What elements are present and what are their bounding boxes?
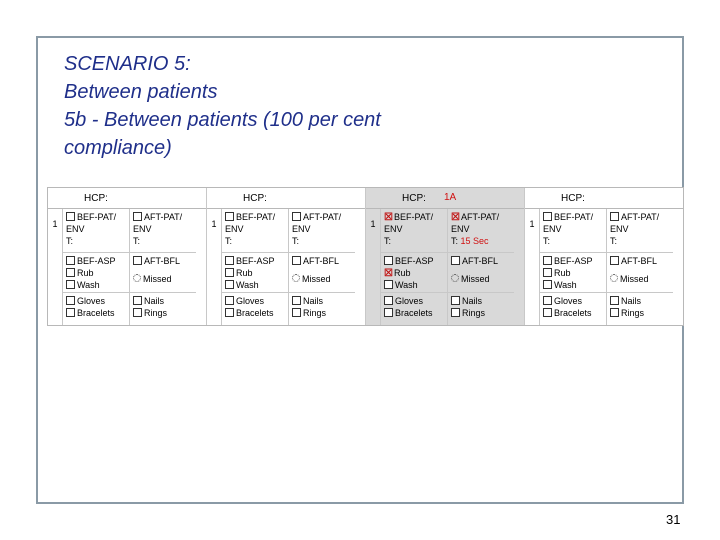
checkbox-icon[interactable] <box>610 212 619 221</box>
gloves-label: Gloves <box>77 296 106 306</box>
gloves-label: Gloves <box>395 296 424 306</box>
slide-title <box>64 50 624 162</box>
checkbox-icon[interactable] <box>384 280 393 289</box>
time-value: 15 Sec <box>460 236 489 246</box>
checkbox-icon[interactable] <box>66 212 75 221</box>
checkbox-icon[interactable] <box>610 308 619 317</box>
env-label: ENV <box>225 224 244 234</box>
rub-label: Rub <box>554 268 571 278</box>
checkbox-icon[interactable] <box>225 268 234 277</box>
gloves-label: Gloves <box>554 296 583 306</box>
checkbox-icon[interactable] <box>543 268 552 277</box>
checkbox-icon[interactable] <box>384 296 393 305</box>
indication-column <box>539 209 606 325</box>
opportunity-index: 1 <box>211 219 217 229</box>
rings-label: Rings <box>303 308 327 318</box>
nails-label: Nails <box>144 296 165 306</box>
checkbox-icon[interactable] <box>384 308 393 317</box>
hcp-header <box>525 188 683 209</box>
checkbox-icon[interactable] <box>610 296 619 305</box>
aft-pat-label: AFT-PAT/ <box>303 212 342 222</box>
env-label: ENV <box>292 224 311 234</box>
aft-bfl-label: AFT-BFL <box>144 256 181 266</box>
title-line-4: compliance) <box>64 137 172 159</box>
checkbox-icon[interactable] <box>384 256 393 265</box>
nails-label: Nails <box>303 296 324 306</box>
checkbox-icon[interactable] <box>543 308 552 317</box>
checkbox-icon[interactable] <box>543 296 552 305</box>
checkbox-icon[interactable] <box>133 212 142 221</box>
checkbox-icon[interactable] <box>225 308 234 317</box>
aft-bfl-label: AFT-BFL <box>621 256 658 266</box>
aft-pat-label: AFT-PAT/ <box>461 212 500 222</box>
hcp-label: HCP: <box>84 193 108 204</box>
checkbox-icon[interactable] <box>451 256 460 265</box>
bracelets-label: Bracelets <box>236 308 274 318</box>
opportunity-index: 1 <box>529 219 535 229</box>
checked-box-icon[interactable]: ☒ <box>384 212 393 223</box>
wash-label: Wash <box>395 280 418 290</box>
aft-bfl-label: AFT-BFL <box>303 256 340 266</box>
indication-column <box>447 209 514 325</box>
indication-column <box>288 209 355 325</box>
opportunity-index: 1 <box>52 219 58 229</box>
hcp-header <box>366 188 524 209</box>
hcp-header <box>48 188 206 209</box>
checkbox-icon[interactable] <box>610 256 619 265</box>
missed-label: Missed <box>461 274 490 284</box>
time-label: T: <box>543 236 551 246</box>
checkbox-icon[interactable] <box>225 280 234 289</box>
missed-label: Missed <box>302 274 331 284</box>
time-label: T: <box>384 236 392 246</box>
aft-pat-label: AFT-PAT/ <box>621 212 660 222</box>
opportunity-index: 1 <box>370 219 376 229</box>
rub-label: Rub <box>236 268 253 278</box>
hcp-panel-3 <box>366 188 525 325</box>
hcp-value: 1A <box>444 192 457 203</box>
missed-label: Missed <box>143 274 172 284</box>
time-label: T: <box>610 236 618 246</box>
gloves-label: Gloves <box>236 296 265 306</box>
checkbox-icon[interactable] <box>66 268 75 277</box>
hcp-label: HCP: <box>243 193 267 204</box>
checkbox-icon[interactable] <box>543 212 552 221</box>
checkbox-icon[interactable] <box>451 308 460 317</box>
hcp-panel-2 <box>207 188 366 325</box>
indication-column <box>380 209 447 325</box>
bef-pat-label: BEF-PAT/ <box>394 212 434 222</box>
env-label: ENV <box>133 224 152 234</box>
hcp-label: HCP: <box>561 193 585 204</box>
radio-icon[interactable] <box>451 274 459 282</box>
checkbox-icon[interactable] <box>66 308 75 317</box>
checkbox-icon[interactable] <box>225 296 234 305</box>
radio-icon[interactable] <box>610 274 618 282</box>
env-label: ENV <box>384 224 403 234</box>
bef-pat-label: BEF-PAT/ <box>554 212 594 222</box>
time-label: T: <box>225 236 233 246</box>
checkbox-icon[interactable] <box>292 212 301 221</box>
rings-label: Rings <box>462 308 486 318</box>
bef-asp-label: BEF-ASP <box>395 256 434 266</box>
time-label: T: <box>292 236 300 246</box>
indication-column <box>606 209 673 325</box>
wash-label: Wash <box>554 280 577 290</box>
checkbox-icon[interactable] <box>133 256 142 265</box>
bef-asp-label: BEF-ASP <box>554 256 593 266</box>
bracelets-label: Bracelets <box>395 308 433 318</box>
aft-pat-label: AFT-PAT/ <box>144 212 183 222</box>
bef-pat-label: BEF-PAT/ <box>77 212 117 222</box>
indication-column <box>62 209 129 325</box>
rings-label: Rings <box>144 308 168 318</box>
checkbox-icon[interactable] <box>543 280 552 289</box>
aft-bfl-label: AFT-BFL <box>462 256 499 266</box>
checked-box-icon[interactable]: ☒ <box>451 212 460 223</box>
rub-label: Rub <box>394 268 411 278</box>
hcp-panel-4 <box>525 188 683 325</box>
checkbox-icon[interactable] <box>292 296 301 305</box>
checkbox-icon[interactable] <box>66 296 75 305</box>
nails-label: Nails <box>621 296 642 306</box>
time-label: T: <box>133 236 141 246</box>
rings-label: Rings <box>621 308 645 318</box>
page-number: 31 <box>666 512 681 527</box>
wash-label: Wash <box>77 280 100 290</box>
radio-icon[interactable] <box>133 274 141 282</box>
radio-icon[interactable] <box>292 274 300 282</box>
checkbox-icon[interactable] <box>133 308 142 317</box>
title-line-2: Between patients <box>64 81 218 103</box>
checkbox-icon[interactable] <box>292 308 301 317</box>
indication-column <box>221 209 288 325</box>
time-label: T: <box>66 236 74 246</box>
checked-box-icon[interactable]: ☒ <box>384 268 393 279</box>
checkbox-icon[interactable] <box>66 280 75 289</box>
bracelets-label: Bracelets <box>554 308 592 318</box>
time-label: T: <box>451 236 459 246</box>
checkbox-icon[interactable] <box>66 256 75 265</box>
title-line-1: SCENARIO 5: <box>64 53 191 75</box>
checkbox-icon[interactable] <box>225 212 234 221</box>
env-label: ENV <box>451 224 470 234</box>
checkbox-icon[interactable] <box>543 256 552 265</box>
checkbox-icon[interactable] <box>225 256 234 265</box>
indication-column <box>129 209 196 325</box>
hcp-label: HCP: <box>402 193 426 204</box>
bef-asp-label: BEF-ASP <box>236 256 275 266</box>
env-label: ENV <box>610 224 629 234</box>
bracelets-label: Bracelets <box>77 308 115 318</box>
checkbox-icon[interactable] <box>292 256 301 265</box>
env-label: ENV <box>66 224 85 234</box>
env-label: ENV <box>543 224 562 234</box>
checkbox-icon[interactable] <box>451 296 460 305</box>
nails-label: Nails <box>462 296 483 306</box>
missed-label: Missed <box>620 274 649 284</box>
hcp-panel-1 <box>48 188 207 325</box>
rub-label: Rub <box>77 268 94 278</box>
observation-form <box>47 187 684 326</box>
title-line-3: 5b - Between patients (100 per cent <box>64 109 381 131</box>
checkbox-icon[interactable] <box>133 296 142 305</box>
hcp-header <box>207 188 365 209</box>
bef-pat-label: BEF-PAT/ <box>236 212 276 222</box>
bef-asp-label: BEF-ASP <box>77 256 116 266</box>
wash-label: Wash <box>236 280 259 290</box>
